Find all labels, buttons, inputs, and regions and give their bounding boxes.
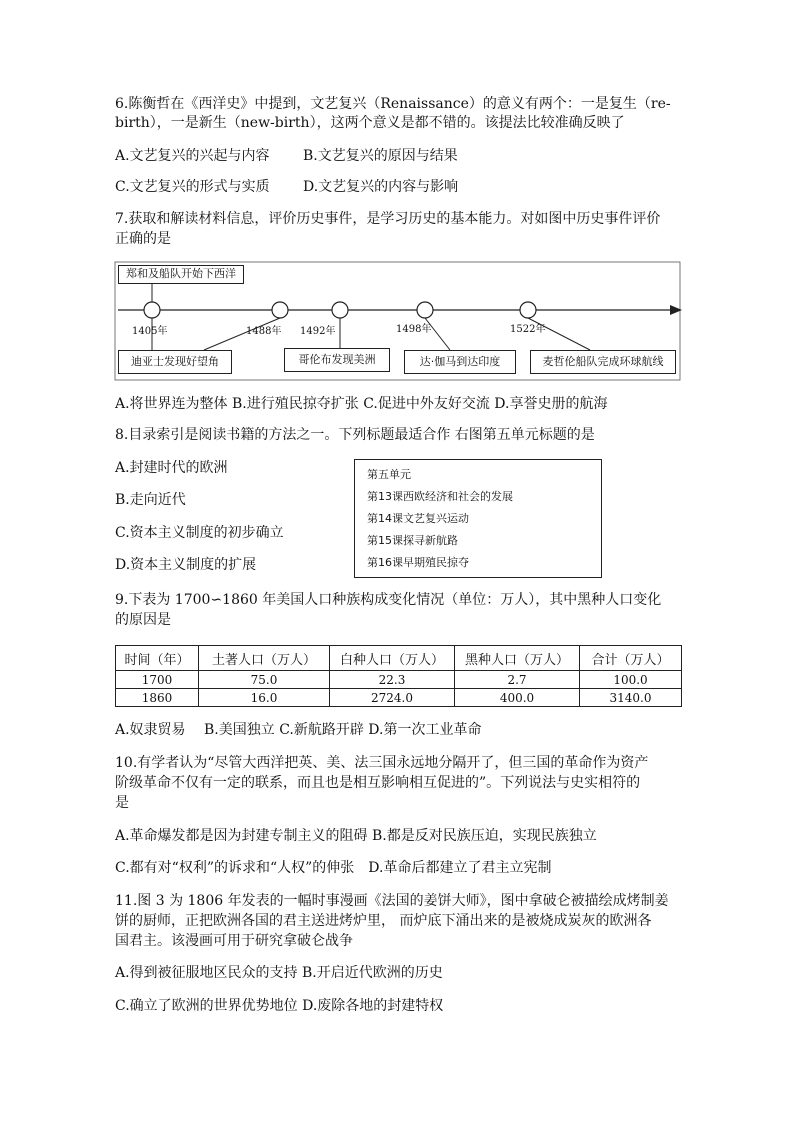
cell-year: 1700 — [116, 671, 199, 689]
year-1522: 1522年 — [510, 324, 546, 335]
year-1405: 1405年 — [132, 326, 168, 337]
toc-lesson-13: 第13课西欧经济和社会的发展 — [367, 490, 513, 503]
q9-stem-line1: 9.下表为 1700∽1860 年美国人口种族构成变化情况（单位：万人），其中黑种人口变化 — [115, 592, 662, 608]
q6-stem-line2: birth），一是新生（new-birth），这两个意义是都不错的。该提法比较准确反映了 — [115, 115, 625, 131]
q11-stem-line1: 11.图 3 为 1806 年发表的一幅时事漫画《法国的姜饼大师》，图中拿破仑被描绘成烤制姜 — [115, 893, 669, 909]
q10-stem-line3: 是 — [115, 795, 129, 811]
q11-stem-line2: 饼的厨师，正把欧洲各国的君主送进烤炉里， 而炉底下涌出来的是被烧成炭灰的欧洲各 — [115, 913, 652, 929]
q11-options-cd: C.确立了欧洲的世界优势地位 D.废除各地的封建特权 — [115, 998, 444, 1014]
q8-option-c: C.资本主义制度的初步确立 — [115, 525, 284, 541]
cell-white: 22.3 — [330, 671, 455, 689]
timeline-box-columbus: 哥伦布发现美洲 — [284, 348, 390, 372]
cell-total: 100.0 — [580, 671, 682, 689]
table-row — [116, 671, 682, 689]
q6-option-a: A.文艺复兴的兴起与内容 — [115, 148, 270, 164]
timeline-box-magellan: 麦哲伦船队完成环球航线 — [530, 350, 676, 374]
q9-stem-line2: 的原因是 — [115, 612, 171, 628]
timeline-box-dias: 迪亚士发现好望角 — [118, 350, 232, 374]
cell-native: 75.0 — [199, 671, 330, 689]
q11-options-ab: A.得到被征服地区民众的支持 B.开启近代欧洲的历史 — [115, 965, 443, 981]
cell-native: 16.0 — [199, 689, 330, 707]
cell-year: 1860 — [116, 689, 199, 707]
population-table — [115, 645, 682, 707]
toc-lesson-16: 第16课早期殖民掠夺 — [367, 556, 469, 569]
q8-option-d: D.资本主义制度的扩展 — [115, 557, 257, 573]
timeline-top-box: 郑和及船队开始下西洋 — [118, 265, 244, 284]
col-year: 时间（年） — [116, 646, 199, 671]
timeline-node-1405 — [144, 302, 160, 318]
q8-option-b: B.走向近代 — [115, 492, 186, 508]
q10-options-cd: C.都有对“权利”的诉求和“人权”的伸张 D.革命后都建立了君主立宪制 — [115, 860, 552, 876]
timeline-figure — [0, 0, 794, 400]
toc-lesson-15: 第15课探寻新航路 — [367, 534, 458, 547]
toc-lesson-14: 第14课文艺复兴运动 — [367, 512, 469, 525]
q8-option-a: A.封建时代的欧洲 — [115, 460, 228, 476]
col-total: 合计（万人） — [580, 646, 682, 671]
q6-option-d: D.文艺复兴的内容与影响 — [303, 179, 459, 195]
q10-stem-line2: 阶级革命不仅有一定的联系，而且也是相互影响相互促进的”。下列说法与史实相符的 — [115, 775, 641, 791]
q6-option-c: C.文艺复兴的形式与实质 — [115, 179, 270, 195]
year-1488: 1488年 — [246, 326, 282, 337]
table-row — [116, 689, 682, 707]
q7-stem-line1: 7.获取和解读材料信息，评价历史事件，是学习历史的基本能力。对如图中历史事件评价 — [115, 211, 661, 227]
q7-options: A.将世界连为整体 B.进行殖民掠夺扩张 C.促进中外友好交流 D.享誉史册的航海 — [115, 396, 608, 412]
timeline-box-gama: 达·伽马到达印度 — [404, 350, 516, 374]
col-black: 黑种人口（万人） — [455, 646, 580, 671]
timeline-node-1492 — [332, 302, 348, 318]
year-1492: 1492年 — [300, 326, 336, 337]
toc-unit-title: 第五单元 — [367, 468, 411, 481]
cell-white: 2724.0 — [330, 689, 455, 707]
q6-option-b: B.文艺复兴的原因与结果 — [303, 148, 458, 164]
table-of-contents-box — [354, 459, 602, 578]
cell-total: 3140.0 — [580, 689, 682, 707]
year-1498: 1498年 — [396, 324, 432, 335]
table-header-row — [116, 646, 682, 671]
q10-options-ab: A.革命爆发都是因为封建专制主义的阻碍 B.都是反对民族压迫，实现民族独立 — [115, 828, 597, 844]
q9-options: A.奴隶贸易 B.美国独立 C.新航路开辟 D.第一次工业革命 — [115, 722, 482, 738]
q10-stem-line1: 10.有学者认为“尽管大西洋把英、美、法三国永远地分隔开了，但三国的革命作为资产 — [115, 755, 649, 771]
timeline-node-1488 — [272, 302, 288, 318]
col-native: 土著人口（万人） — [199, 646, 330, 671]
q11-stem-line3: 国君主。该漫画可用于研究拿破仑战争 — [115, 933, 353, 949]
timeline-node-1522 — [520, 302, 536, 318]
cell-black: 400.0 — [455, 689, 580, 707]
timeline-node-1498 — [417, 302, 433, 318]
q7-stem-line2: 正确的是 — [115, 231, 171, 247]
q8-stem: 8.目录索引是阅读书籍的方法之一。下列标题最适合作 右图第五单元标题的是 — [115, 427, 595, 443]
cell-black: 2.7 — [455, 671, 580, 689]
col-white: 白种人口（万人） — [330, 646, 455, 671]
q6-stem-line1: 6.陈衡哲在《西洋史》中提到，文艺复兴（Renaissance）的意义有两个：一是复生（re- — [115, 96, 671, 112]
